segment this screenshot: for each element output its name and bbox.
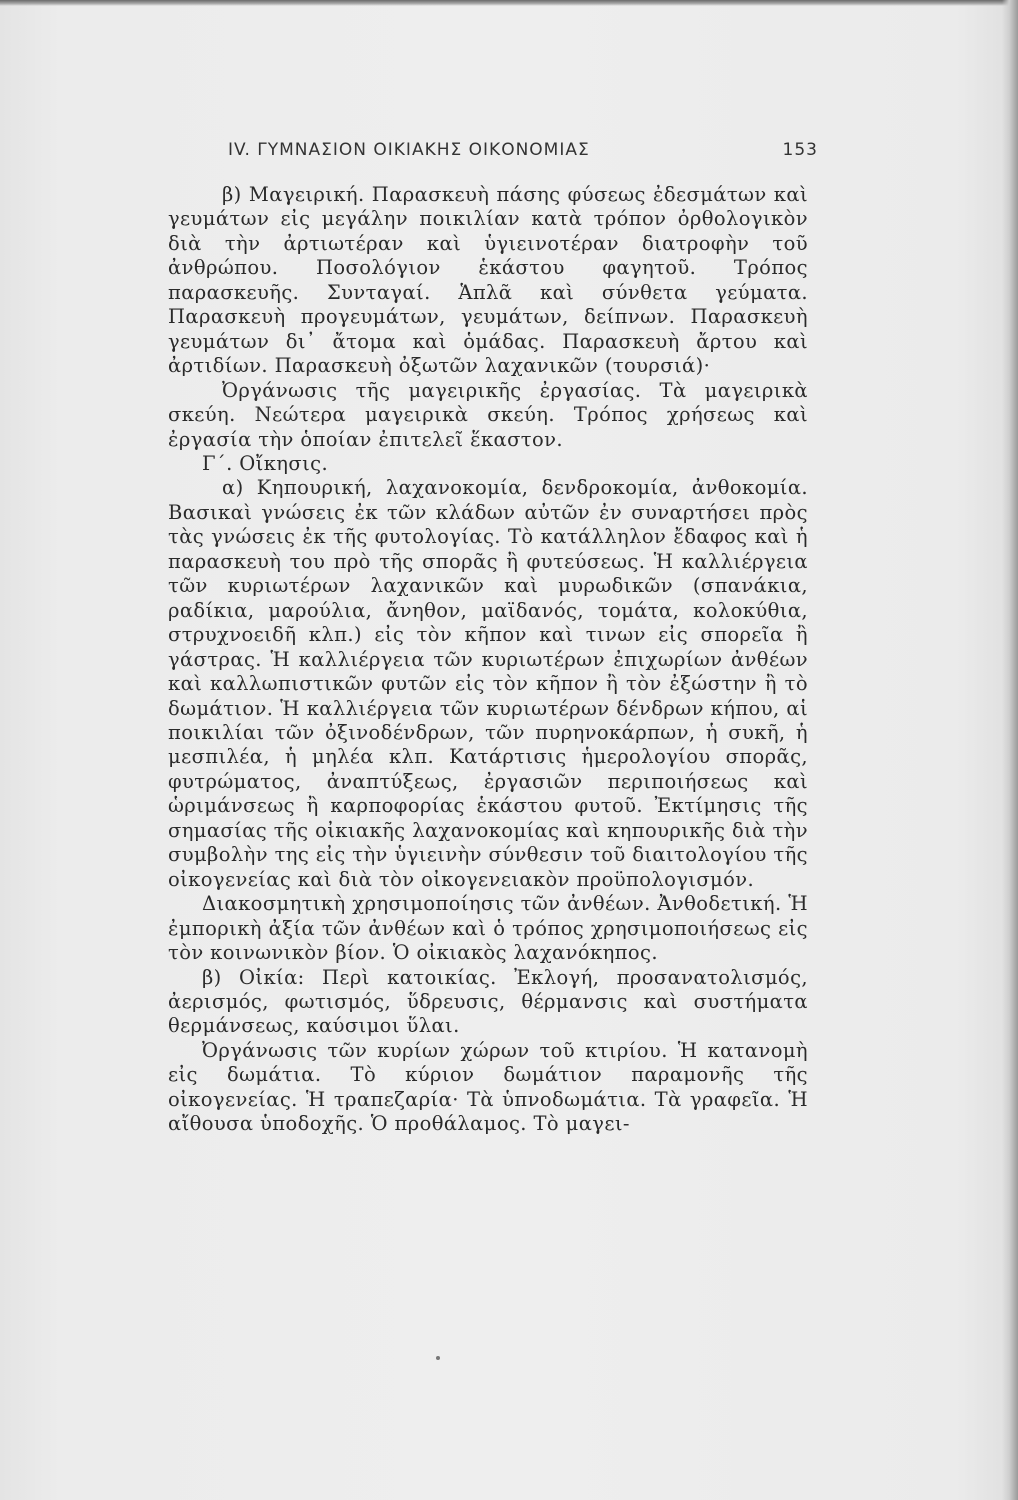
paragraph-diakosmitiki: Διακοσμητικὴ χρησιμοποίησις τῶν ἀνθέων. Ἀνθοδετική. Ἡ ἐμπορικὴ ἀξία τῶν ἀνθέων καὶ ὁ τρόπος χρησιμοποιήσεως εἰς τὸν κοινωνικὸν βίον. Ὁ οἰκιακὸς λαχανόκηπος. [168,892,808,965]
page-top-edge-shadow [0,0,1018,6]
paper-speck [436,1356,440,1360]
paragraph-oikia: β) Οἰκία: Περὶ κατοικίας. Ἐκλογή, προσανατολισμός, ἀερισμός, φωτισμός, ὕδρευσις, θέρμανσις καὶ συστήματα θερμάνσεως, καύσιμοι ὕλαι. [168,965,808,1038]
paragraph-organosis-ergasias: Ὀργάνωσις τῆς μαγειρικῆς ἐργασίας. Τὰ μαγειρικὰ σκεύη. Νεώτερα μαγειρικὰ σκεύη. Τρόπος χρήσεως καὶ ἐργασία τὴν ὁποίαν ἐπιτελεῖ ἕκαστον. [168,378,808,451]
paragraph-organosis-chorou: Ὀργάνωσις τῶν κυρίων χώρων τοῦ κτιρίου. Ἡ κατανομὴ εἰς δωμάτια. Τὸ κύριον δωμάτιον παραμονῆς τῆς οἰκογενείας. Ἡ τραπεζαρία· Τὰ ὑπνοδωμάτια. Τὰ γραφεῖα. Ἡ αἴθουσα ὑποδοχῆς. Ὁ προθάλαμος. Τὸ μαγει- [168,1038,808,1136]
running-header [228,140,818,166]
section-heading-oikisis: Γ΄. Οἴκησις. [202,451,329,475]
paragraph-kipouriki: α) Κηπουρική, λαχανοκομία, δενδροκομία, ἀνθοκομία. Βασικαὶ γνώσεις ἐκ τῶν κλάδων αὐτῶν ἐν συναρτήσει πρὸς τὰς γνώσεις ἐκ τῆς φυτολογίας. Τὸ κατάλληλον ἔδαφος καὶ ἡ παρασκευὴ του πρὸ τῆς σπορᾶς ἢ φυτεύσεως. Ἡ καλλιέργεια τῶν κυριωτέρων λαχανικῶν καὶ μυρωδικῶν (σπανάκια, ραδίκια, μαρούλια, ἄνηθον, μαϊδανός, τομάτα, κολοκύθια, στρυχνοειδῆ κλπ.) εἰς τὸν κῆπον καὶ τινων εἰς σπορεῖα ἢ γάστρας. Ἡ καλλιέργεια τῶν κυριωτέρων ἐπιχωρίων ἀνθέων καὶ καλλωπιστικῶν φυτῶν εἰς τὸν κῆπον ἢ τὸν ἐξώστην ἢ τὸ δωμάτιον. Ἡ καλλιέργεια τῶν κυριωτέρων δένδρων κήπου, αἱ ποικιλίαι τῶν ὀξινοδένδρων, τῶν πυρηνοκάρπων, ἡ συκῆ, ἡ μεσπιλέα, ἡ μηλέα κλπ. Κατάρτισις ἡμερολογίου σπορᾶς, φυτρώματος, ἀναπτύξεως, ἐργασιῶν περιποιήσεως καὶ ὡριμάνσεως ἢ καρποφορίας ἑκάστου φυτοῦ. Ἐκτίμησις τῆς σημασίας τῆς οἰκιακῆς λαχανοκομίας καὶ κηπουρικῆς διὰ τὴν συμβολὴν της εἰς τὴν ὑγιεινὴν σύνθεσιν τοῦ διαιτολογίου τῆς οἰκογενείας καὶ διὰ τὸν οἰκογενειακὸν προϋπολογισμόν. [168,476,808,891]
page-number: 153 [782,140,818,160]
paragraph-mageiriki: β) Μαγειρική. Παρασκευὴ πάσης φύσεως ἐδεσμάτων καὶ γευμάτων εἰς μεγάλην ποικιλίαν κατὰ τρόπον ὀρθολογικὸν διὰ τὴν ἀρτιωτέραν καὶ ὑγιεινοτέραν διατροφὴν τοῦ ἀνθρώπου. Ποσολόγιον ἑκάστου φαγητοῦ. Τρόπος παρασκευῆς. Συνταγαί. Ἁπλᾶ καὶ σύνθετα γεύματα. Παρασκευὴ προγευμάτων, γευμάτων, δείπνων. Παρασκευὴ γευμάτων δι᾽ ἄτομα καὶ ὁμάδας. Παρασκευὴ ἄρτου καὶ ἀρτιδίων. Παρασκευὴ ὀξωτῶν λαχανικῶν (τουρσιά)· [168,183,808,378]
body-text [168,183,808,1137]
page-right-edge-shadow [1002,0,1018,1500]
running-header-title: ΙV. ΓΥΜΝΑΣΙΟΝ ΟΙΚΙΑΚΗΣ ΟΙΚΟΝΟΜΙΑΣ [228,140,590,160]
